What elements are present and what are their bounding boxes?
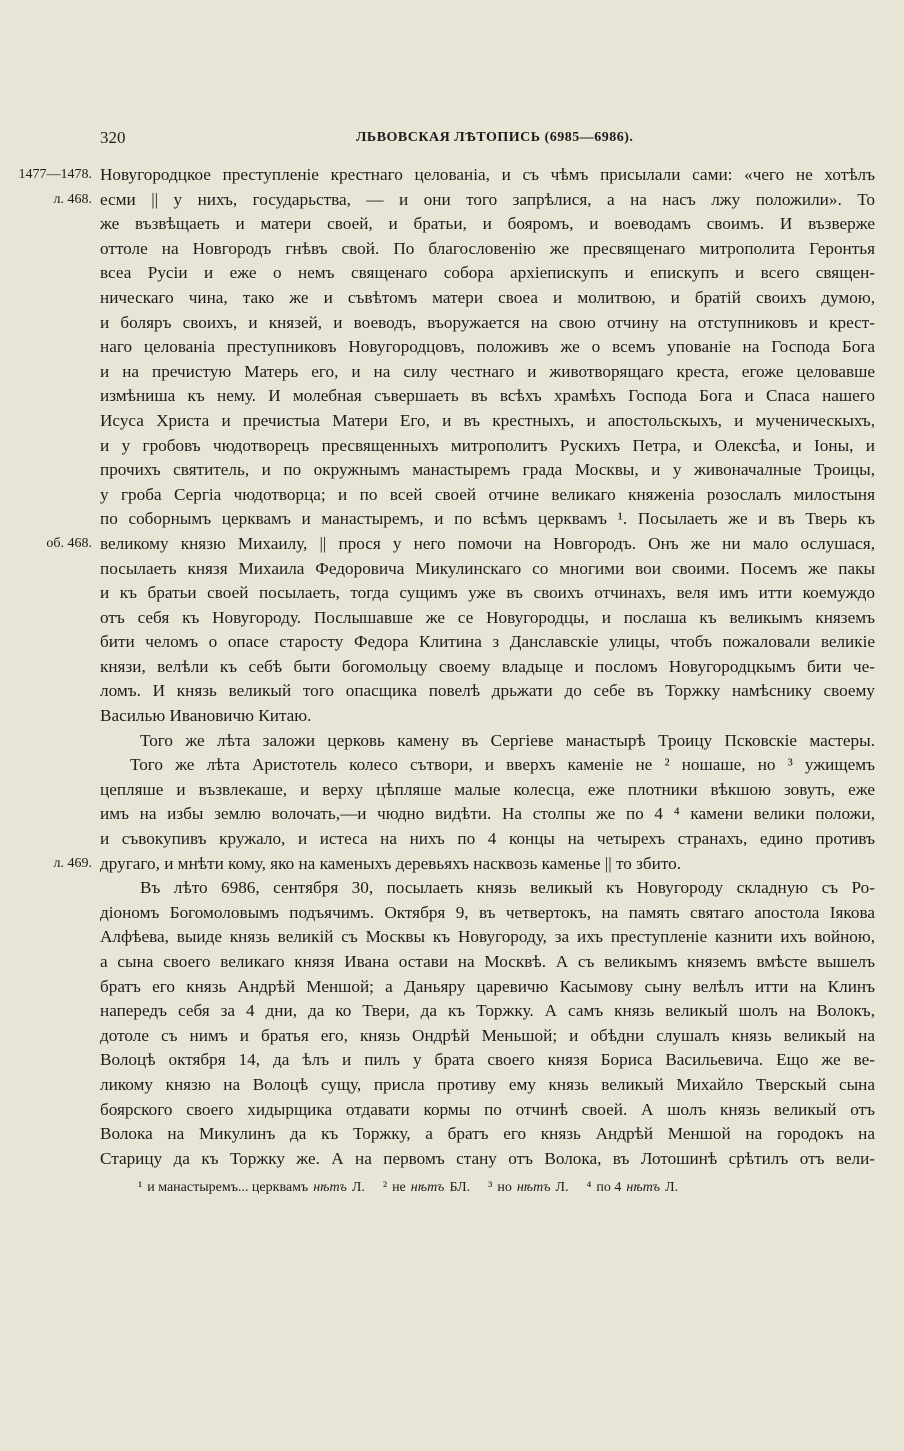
text-line: и на пречистую Матерь его, и на силу честнаго и животворящаго креста, егоже целовавше [100, 361, 875, 381]
text-line: Того же лѣта Аристотель колесо сътвори, и вверхъ каменіе не ² ношаше, но ³ ужищемъ [130, 755, 875, 775]
text-line: измѣниша къ нему. И молебная съвершаеть въ всѣхъ храмѣхъ Господа Бога и Спаса нашего [100, 386, 875, 406]
text-line: по соборнымъ церквамъ и манастыремъ, и по всѣмъ церквамъ ¹. Посылаеть же и въ Тверь къ [100, 509, 875, 529]
footnotes [138, 1178, 818, 1198]
footnote-note: нѣтъ [410, 1180, 445, 1195]
footnote-text: не [392, 1180, 406, 1195]
text-line: ликому князю на Волоцѣ сущу, присла противу ему князь великый Михайло Тверскый сына [100, 1074, 875, 1094]
text-line: діономъ Богомоловымъ подъячимъ. Октября 9, въ четвертокъ, на память святаго апостола Іякова [100, 902, 875, 922]
footnote [587, 1180, 679, 1195]
footnote-note: нѣтъ [516, 1180, 551, 1195]
text-line: посылаеть князя Михаила Федоровича Микулинскаго со многими вои своими. Посемъ же пакы [100, 558, 875, 578]
text-line: всеа Русіи и еже о немъ священаго собора архіепискупъ и епискупъ и всего священ- [100, 263, 875, 283]
footnote-source: Л. [351, 1180, 365, 1195]
footnote-mark: ² [382, 1180, 388, 1195]
text-line: Волока на Микулинъ да къ Торжку, а братъ его князь Андрѣй Меншой на городокъ на [100, 1124, 875, 1144]
text-line: князи, велѣли къ себѣ быти богомольцу своему владыце и посломъ Новугородцкымъ бити че- [100, 656, 875, 676]
footnote-source: Л. [555, 1180, 569, 1195]
text-line: Въ лѣто 6986, сентября 30, посылаеть князь великый къ Новугороду складную съ Ро- [140, 878, 875, 898]
text-line: Старицу да къ Торжку же. А на первомъ стану отъ Волока, въ Лотошинѣ срѣтилъ отъ вели- [100, 1148, 875, 1168]
footnote-text: по 4 [596, 1180, 622, 1195]
footnote-note: нѣтъ [626, 1180, 661, 1195]
footnote-note: нѣтъ [313, 1180, 347, 1195]
text-line: Волоцѣ октября 14, да ѣлъ и пилъ у брата своего князя Бориса Васильевича. Ещо же ве- [100, 1050, 875, 1070]
text-line: дотоле съ нимъ и братья его, князь Ондрѣй Меньшой; и обѣдни слушалъ князь великый на [100, 1025, 875, 1045]
text-line: Того же лѣта заложи церковь камену въ Сергіеве манастырѣ Троицу Псковскіе мастеры. [140, 730, 875, 750]
margin-note: 1477—1478. [18, 167, 92, 182]
footnote-mark: ¹ [138, 1180, 143, 1195]
page-header [0, 128, 904, 152]
text-line: у гроба Сергіа чюдотворца; и по всей своей отчине великаго княженіа розослалъ милостыня [100, 484, 875, 504]
margin-note: л. 469. [53, 855, 92, 871]
text-line: Новугородцкое преступленіе крестнаго целованіа, и съ чѣмъ присылали сами: «чего не хотѣлъ [100, 165, 875, 184]
running-head: ЛЬВОВСКАЯ ЛѢТОПИСЬ (6985—6986). [356, 130, 634, 145]
text-line: имъ на избы землю волочать,—и чюдно видѣти. На столпы же по 4 ⁴ камени велики положи, [100, 804, 875, 824]
text-line: Исуса Христа и пречистыа Матери Его, и въ крестныхъ, и апостольскыхъ, и мученическыхъ, [100, 410, 875, 430]
text-line: ломъ. И князь великый того опасщика повелѣ дрьжати до себе въ Торжку намѣснику своему [100, 681, 875, 701]
text-line: великому князю Михаилу, || прося у него помочи на Новгородъ. Онъ же ни мало ослушася, [100, 533, 875, 553]
chronicle-text [100, 163, 875, 1171]
text-line: цепляше и възвлекаше, и верху цѣпляше малые колесца, еже плотники вѣкшою зовуть, еже [100, 779, 875, 799]
footnote-text: но [497, 1180, 512, 1195]
footnote-mark: ⁴ [586, 1180, 592, 1195]
text-line: напередъ себя за 4 дни, да ко Твери, да къ Торжку. А самъ князь великый шолъ на Волокъ, [100, 1001, 875, 1021]
margin-note: л. 468. [53, 191, 92, 207]
text-line: бити челомъ о опасе старосту Федора Клитина з Данславскіе улицы, чтобъ пожаловали великіе [100, 632, 875, 652]
text-line: другаго, и мнѣти кому, яко на каменыхъ деревьяхъ насквозь каменье || то збито. [100, 853, 682, 873]
text-line: наго целованіа преступниковъ Новугородцовъ, положивъ же о всемъ упованіе на Господа Бога [100, 337, 875, 357]
footnote [138, 1180, 365, 1195]
footnote [383, 1180, 470, 1195]
text-line: же възвѣщаеть и матери своей, и братьи, и бояромъ, и воеводамъ своимъ. И възверже [100, 214, 875, 234]
footnote-text: и манастыремъ... церквамъ [147, 1180, 309, 1195]
text-line: ническаго чина, тако же и съвѣтомъ матери своеа и молитвою, и братій своихъ думою, [100, 287, 875, 307]
text-line: оттоле на Новгородъ гнѣвъ свой. По благословенію же пресвященаго митрополита Геронтья [100, 238, 875, 258]
text-line: а сына своего великаго князя Ивана остави на Москвѣ. А съ великымъ княземъ вмѣсте вышелъ [100, 952, 875, 971]
text-line: Алфѣева, выиде князь великій съ Москвы къ Новугороду, за ихъ преступленіе казнити ихъ войною, [100, 927, 875, 947]
footnote-source: БЛ. [449, 1180, 471, 1195]
page-number: 320 [100, 128, 126, 147]
text-line: прочихъ святитель, и по окружнымъ манастыремъ града Москвы, и у живоначалные Троицы, [100, 460, 875, 480]
text-line: Василью Ивановичю Китаю. [100, 706, 312, 726]
footnote [488, 1180, 568, 1195]
text-line: есми || у нихъ, государьства, — и они того запрѣлися, а на насъ лжу положили». То [100, 189, 875, 209]
text-line: и боляръ своихъ, и князей, и воеводъ, въоружается на свою отчину на отступниковъ и крест- [100, 312, 875, 332]
text-line: и съвокупивъ кружало, и истеса на нихъ по 4 концы на четырехъ странахъ, едино противъ [100, 829, 875, 849]
text-line: и у гробовъ чюдотворецъ пресвященныхъ митрополитъ Рускихъ Петра, и Олексѣа, и Іоны, и [100, 435, 875, 455]
margin-note: об. 468. [46, 536, 92, 551]
footnote-source: Л. [665, 1180, 679, 1195]
text-line: отъ себя къ Новугороду. Послышавше же се Новугородцы, и послаша къ великымъ княземъ [100, 607, 875, 627]
text-line: и къ братьи своей посылаеть, тогда сущимъ уже въ своихъ отчинахъ, веля имъ итти коемуждо [100, 583, 875, 603]
text-line: боярского своего хидырщика отдавати кормы по отчинѣ своей. А шолъ князь великый отъ [100, 1099, 875, 1119]
text-line: братъ его князь Андрѣй Меншой; а Даньяру царевичю Касымову сыну велѣлъ итти на Клинъ [100, 976, 875, 996]
footnote-mark: ³ [488, 1180, 493, 1195]
